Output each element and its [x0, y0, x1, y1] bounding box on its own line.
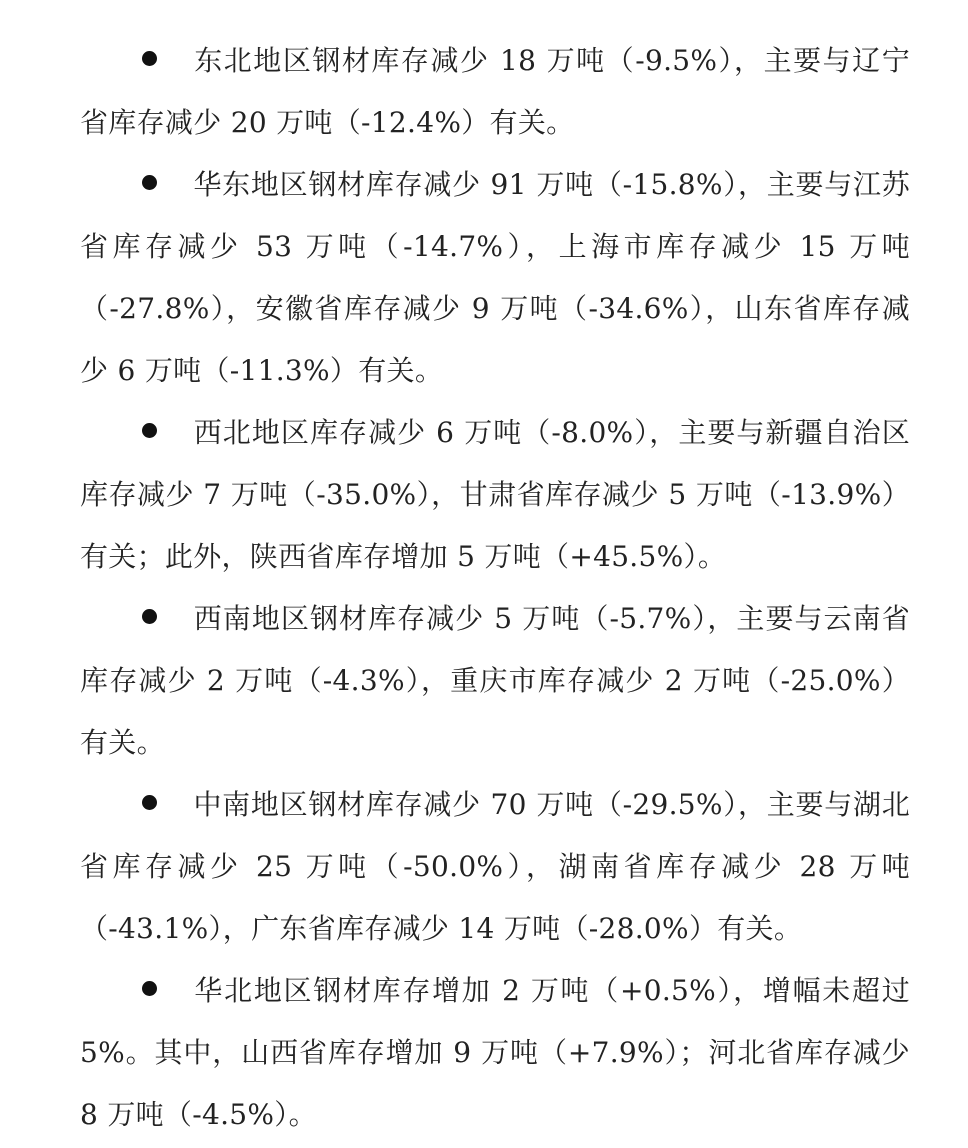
bullet-paragraph-northwest — [80, 402, 910, 588]
paragraph-text: 西南地区钢材库存减少 5 万吨（-5.7%），主要与云南省库存减少 2 万吨（-4.3%），重庆市库存减少 2 万吨（-25.0%）有关。 — [80, 602, 910, 759]
bullet-paragraph-northeast — [80, 30, 910, 154]
bullet-dot-icon — [142, 51, 157, 66]
paragraph-text: 中南地区钢材库存减少 70 万吨（-29.5%），主要与湖北省库存减少 25 万吨（-50.0%），湖南省库存减少 28 万吨（-43.1%），广东省库存减少 14 万吨（-28.0%）有关。 — [80, 788, 910, 945]
bullet-paragraph-north — [80, 960, 910, 1146]
paragraph-text: 华北地区钢材库存增加 2 万吨（+0.5%），增幅未超过5%。其中，山西省库存增加 9 万吨（+7.9%）；河北省库存减少 8 万吨（-4.5%）。 — [80, 974, 910, 1131]
bullet-dot-icon — [142, 981, 157, 996]
bullet-paragraph-east — [80, 154, 910, 402]
bullet-dot-icon — [142, 609, 157, 624]
bullet-dot-icon — [142, 175, 157, 190]
bullet-paragraph-southwest — [80, 588, 910, 774]
bullet-dot-icon — [142, 795, 157, 810]
bullet-dot-icon — [142, 423, 157, 438]
paragraph-text: 华东地区钢材库存减少 91 万吨（-15.8%），主要与江苏省库存减少 53 万吨（-14.7%），上海市库存减少 15 万吨（-27.8%），安徽省库存减少 9 万吨（-34.6%），山东省库存减少 6 万吨（-11.3%）有关。 — [80, 168, 910, 387]
bullet-paragraph-central-south — [80, 774, 910, 960]
document-body — [80, 30, 910, 1146]
paragraph-text: 西北地区库存减少 6 万吨（-8.0%），主要与新疆自治区库存减少 7 万吨（-35.0%），甘肃省库存减少 5 万吨（-13.9%）有关；此外，陕西省库存增加 5 万吨（+45.5%）。 — [80, 416, 910, 573]
paragraph-text: 东北地区钢材库存减少 18 万吨（-9.5%），主要与辽宁省库存减少 20 万吨（-12.4%）有关。 — [80, 44, 910, 139]
